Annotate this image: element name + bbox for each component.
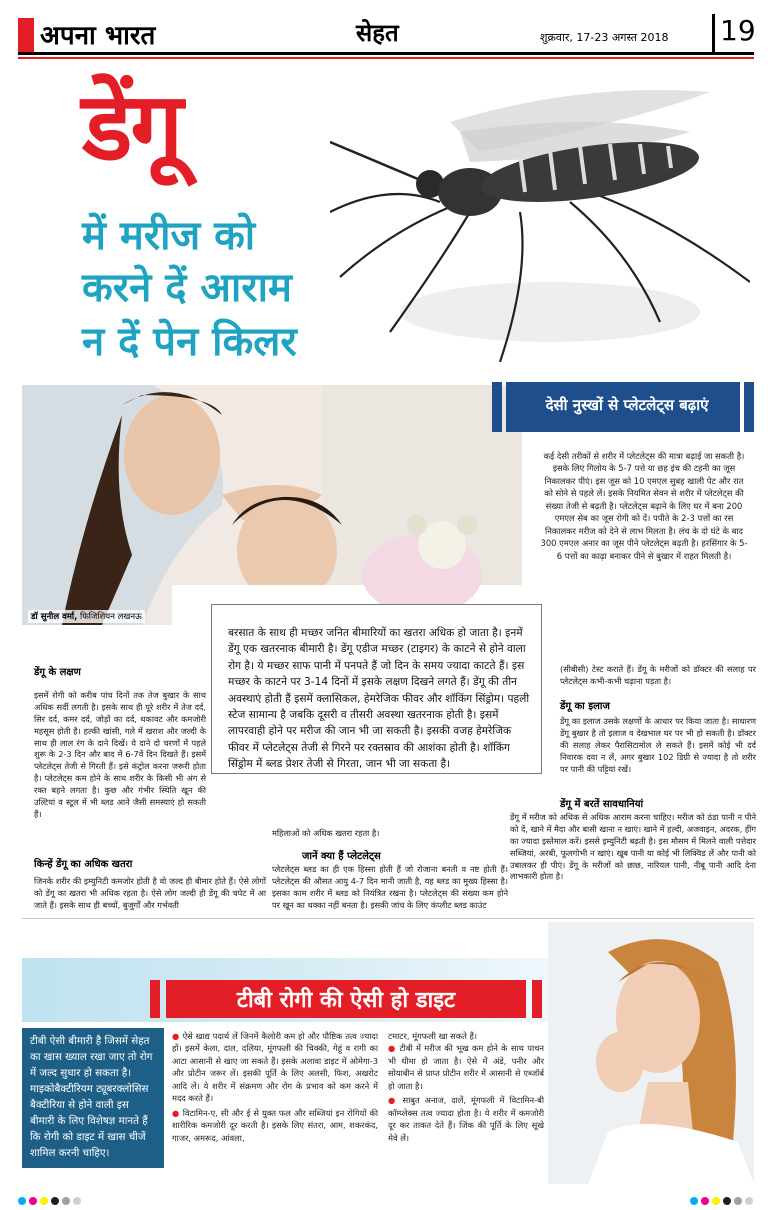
side-box-text: कई देसी तरीकों से शरीर में प्लेटलेट्स की मात्रा बढ़ाई जा सकती है। इसके लिए गिलोय के 5-7 पत्ते या छह इंच की टहनी का जूस निकालकर पीएं। इस जूस को 10 एमएल सुबह खाली पेट और रात को सोने से पहले लें। इसके नियमित सेवन से शरीर में प्लेटलेट्स की संख्या तेजी से बढ़ती है। प्लेटलेट्स बढ़ाने के लिए घर में बना 200 एमएल सेब का जूस रोगी को दें। पपीते के 2-3 पत्तों का रस निकालकर मरीज को देने से लाभ मिलता है। लंच के दो घंटे के बाद 300 एमएल अनार का जूस पीने प्लेटलेट्स बढ़ती है। हरसिंगार के 5-6 पत्तों का काढ़ा बनाकर पीने से बुखार में राहत मिलती है। xyxy=(540,451,748,561)
tb-column-2 xyxy=(388,1030,544,1144)
women-risk-text: महिलाओं को अधिक खतरा रहता है। xyxy=(272,828,380,838)
tb-point-appetite xyxy=(388,1042,544,1092)
precautions-text: डेंगू में मरीज को अधिक से अधिक आराम करना चाहिए। मरीज को ठंडा पानी न पीने को दें, खाने में मैदा और बासी खाना न खाएं। खाने में हल्दी, अजवाइन, अदरक, हींग का ज्यादा इस्तेमाल करें। इससे इम्युनिटी बढ़ती है। इस मौसम में मिलने वाली पत्तेदार सब्जियां, अरबी, फूलगोभी न खाएं। खूब पानी या कोई भी लिक्विड लें और पानी को उबालकर ही पीएं। डेंगू के मरीजों को छाछ, नारियल पानी, नीबू पानी आदि देना लाभकारी होता है। xyxy=(510,812,756,882)
section-title: सेहत xyxy=(356,18,399,47)
mother-child-illustration xyxy=(22,385,522,625)
bullet-icon: ● xyxy=(172,1107,183,1118)
headline-line-2: करने दें आराम xyxy=(82,264,292,311)
headline-line-1: में मरीज को xyxy=(82,212,256,259)
intro-text: बरसात के साथ ही मच्छर जनित बीमारियों का खतरा अधिक हो जाता है। इनमें डेंगू एक खतरनाक बीमारी है। डेंगू एडीज मच्छर (टाइगर) के काटने से होने वाला रोग है। ये मच्छर साफ पानी में पनपते हैं जो दिन के समय ज्यादा काटते हैं। इस मच्छर के काटने पर 3-14 दिनों में इसके लक्षण दिखने लगते हैं। डेंगू की तीन अवस्थाएं होती हैं इसमें क्लासिकल, हेमरेजिक फीवर और शॉकिंग सिंड्रोम। पहली स्टेज सामान्य है जबकि दूसरी व तीसरी अवस्था खतरनाक होती है। इसमें लापरवाही होने पर मरीज की जान भी जा सकती है। इसकी वजह हेमरेजिक फीवर में प्लेटलेट्स तेजी से गिरने पर रक्तस्राव की आशंका होती है। शॉकिंग सिंड्रोम में ब्लड प्रेशर तेजी से गिरता, जान भी जा सकता है। xyxy=(228,627,530,771)
tb-point-vitamins-text: विटामिन-ए, सी और ई से युक्त फल और सब्जियां इन रोगियों की शारीरिक कमजोरी दूर करती है। इसके लिए संतरा, आम, शकरकंद, गाजर, अमरूद, आंवला, xyxy=(172,1107,378,1143)
print-registration-dots-left xyxy=(18,1190,84,1200)
mosquito-illustration xyxy=(330,62,750,362)
issue-date: शुक्रवार, 17-23 अगस्त 2018 xyxy=(540,31,669,44)
masthead-red-block xyxy=(18,18,34,54)
headline-main: डेंगू xyxy=(82,72,182,182)
photo-caption xyxy=(28,610,145,623)
risk-text: जिनके शरीर की इम्युनिटी कमजोर होती है वो जल्द ही बीमार होते हैं। ऐसे लोगों को डेंगू का खतरा भी अधिक रहता है। ऐसे लोग जल्दी ही डेंगू की चपेट में आ जाते हैं। इसके साथ ही बच्चों, बुजुर्गों और गर्भवती xyxy=(34,876,266,910)
symptoms-text: इसमें रोगी को करीब पांच दिनों तक तेज बुखार के साथ अधिक सर्दी लगती है। इसके साथ ही पूरे शरीर में तेज दर्द, सिर दर्द, कमर दर्द, जोड़ों का दर्द, थकावट और कमजोरी महसूस होती है। हल्की खांसी, गले में खराश और जल्दी के साथ ही लाल रंग के दाने दिखें। ये दाने दो चरणों में पहले शुरू के 2-3 दिन और बाद में 6-7वें दिन दिखते हैं। इसमें प्लेटलेट्स तेजी से गिरती हैं। इसे कंट्रोल करना जरूरी होता है। प्लेटलेट्स कम होने के साथ शरीर के किसी भी अंग से रक्त बहने लगता है। कुछ और गंभीर स्थिति खून की उल्टियां व स्टूल में भी ब्लड आने जैसी समस्याएं हो सकती हैं। xyxy=(34,690,206,819)
tb-title: टीबी रोगी की ऐसी हो डाइट xyxy=(236,987,456,1013)
tb-intro-text: टीबी ऐसी बीमारी है जिसमें सेहत का खास ख्याल रखा जाए तो रोग में जल्द सुधार हो सकता है। माइकोबैक्टीरियम ट्यूबरक्लोसिस बैक्टीरिया से होने वाली इस बीमारी के लिए विशेषज्ञ मानते हैं कि रोगी को डाइट में खास चीजें शामिल करनी चाहिए। xyxy=(30,1035,153,1159)
tb-point-appetite-text: टीबी में मरीज की भूख कम होने के साथ पाचन भी धीमा हो जाता है। ऐसे में अंडे, पनीर और सोयाबीन से प्राप्त प्रोटीन शरीर में आसानी से एब्जॉर्ब हो जाता है। xyxy=(388,1043,544,1091)
side-box-title: देसी नुस्खों से प्लेटलेट्स बढ़ाएं xyxy=(545,396,709,414)
tb-point-calories-text: ऐसे खाद्य पदार्थ लें जिनमें कैलोरी कम हो और पौष्टिक तत्व ज्यादा हों। इसमें केला, दाल, दलिया, मूंगफली की चिक्की, गेहूं व रागी का आटा आसानी से खाए जा सकते हैं। इसके अलावा डाइट में ओमेगा-3 और प्रोटीन जरूर लें। इसकी पूर्ति के लिए अलसी, फिश, अखरोट आदि लें। ये शरीर में संक्रमण और रोग के प्रभाव को कम करने में मदद करते हैं। xyxy=(172,1031,378,1104)
platelets-heading: जानें क्या हैं प्लेटलेट्स xyxy=(302,851,381,862)
masthead-rule xyxy=(18,52,754,55)
doctor-role: फिजिशियन लखनऊ xyxy=(80,612,142,622)
tb-point-vitamins xyxy=(172,1107,378,1144)
coughing-woman-illustration xyxy=(548,922,754,1184)
tb-point-tomato-text: टमाटर, मूंगफली खा सकते हैं। xyxy=(388,1031,478,1041)
treatment-heading: डेंगू का इलाज xyxy=(560,701,610,712)
page-number: 19 xyxy=(720,14,756,47)
coughing-woman-photo xyxy=(548,922,754,1184)
precautions-heading: डेंगू में बरतें सावधानियां xyxy=(560,799,644,810)
tb-point-grains-text: साबुत अनाज, दालें, मूंगफली में विटामिन-बी कॉम्प्लेक्स तत्व ज्यादा होता है। ये शरीर में कमजोरी दूर कर ताकत देते हैं। जिंक की पूर्ति के लिए सूखे मेवे लें। xyxy=(388,1095,544,1143)
bullet-icon: ● xyxy=(388,1043,400,1054)
mother-child-photo xyxy=(22,385,522,625)
bullet-icon: ● xyxy=(388,1095,403,1106)
platelets-text: प्लेटलेट्स ब्लड का ही एक हिस्सा होती हैं जो रोजाना बनती व नष्ट होती हैं। प्लेटलेट्स की औसत आयु 4-7 दिन मानी जाती है, यह ब्लड का मुख्य हिस्सा है। इसका काम शरीर में ब्लड को नियंत्रित रखना है। प्लेटलेट्स की संख्या कम होने पर खून का थक्का नहीं बनता है। इसकी जांच के लिए कंप्लीट ब्लड काउंट xyxy=(272,864,508,910)
masthead-divider xyxy=(712,14,715,54)
tb-point-grains xyxy=(388,1094,544,1144)
risk-heading: किन्हें डेंगू का अधिक खतरा xyxy=(34,859,133,870)
doctor-name: डॉ सुनील वर्मा, xyxy=(31,612,78,622)
symptoms-heading: डेंगू के लक्षण xyxy=(34,667,81,678)
brand-logo: अपना भारत xyxy=(40,21,156,51)
masthead-rule-red xyxy=(18,57,754,59)
bullet-icon: ● xyxy=(172,1031,183,1041)
section-divider xyxy=(22,918,754,919)
cbc-text: (सीबीसी) टेस्ट कराते हैं। डेंगू के मरीजों को डॉक्टर की सलाह पर प्लेटलेट्स कभी-कभी चढ़ाना पड़ता है। xyxy=(560,664,756,686)
tb-point-calories xyxy=(172,1030,378,1105)
headline-line-3: न दें पेन किलर xyxy=(82,318,297,365)
tb-column-1 xyxy=(172,1030,378,1144)
intro-box xyxy=(211,604,542,774)
tb-intro-box xyxy=(22,1028,164,1168)
print-registration-dots-right xyxy=(690,1190,756,1200)
treatment-text: डेंगू का इलाज उसके लक्षणों के आधार पर किया जाता है। साधारण डेंगू बुखार है तो इलाज व देखभाल घर पर भी हो सकती है। डॉक्टर की सलाह लेकर पैरासिटामोल ले सकते हैं। इसमें कोई भी दर्द निवारक दवा न लें, अगर बुखार 102 डिग्री से ज्यादा है तो शरीर पर पानी की पट्टियां रखें। xyxy=(560,716,756,774)
